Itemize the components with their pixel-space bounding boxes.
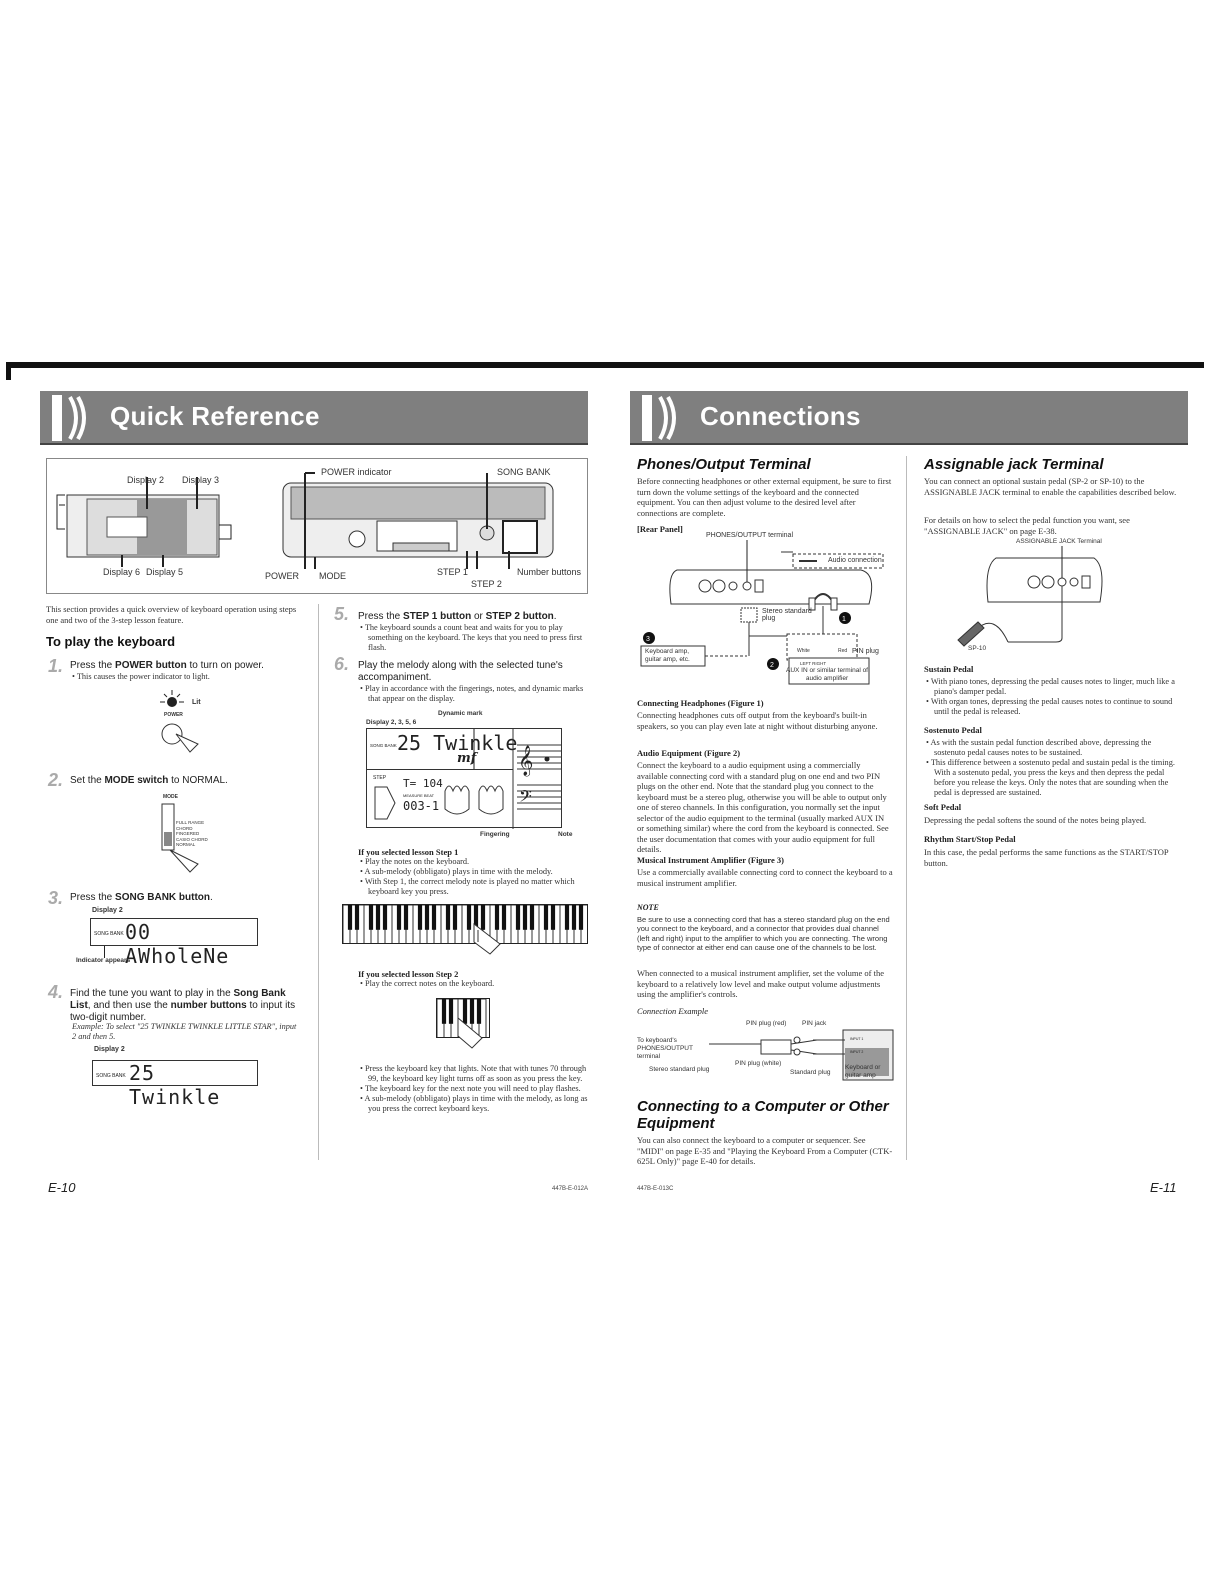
pin-white-label: PIN plug (white) xyxy=(735,1060,782,1067)
step2-label: STEP 2 xyxy=(471,579,502,589)
play-keyboard-heading: To play the keyboard xyxy=(46,634,176,649)
connection-example-heading: Connection Example xyxy=(637,1006,709,1016)
black-key xyxy=(453,905,457,930)
note-heading: NOTE xyxy=(637,903,659,912)
phones-output-text: Before connecting headphones or other external equipment, be sure to first turn down the volume settings of the keyboard and the connected equipment. You can then adjust volume to the desired level after connections are complete. xyxy=(637,476,892,518)
black-key xyxy=(449,999,453,1024)
bullet-item: • With organ tones, depressing the pedal causes notes to continue to sound until the pedal is released. xyxy=(926,697,1173,716)
parenthesis-icon xyxy=(638,393,688,443)
audio-equipment-text: Connect the keyboard to a audio equipment using a commercially available connecting cord with a standard plug on one end and two PIN plugs on the other end. Note that the standard plug you connect to the keyboard must be a stereo plug, otherwise you will be able to output only one of stereo channels. In this configuration, you normally set the input selector of the audio equipment to the terminal (usually marked AUX IN or something similar) where the cord from the keyboard is connected. See the user documentation that comes with your audio equipment for full details. xyxy=(637,760,889,854)
indicator-appears-label: Indicator appears xyxy=(76,957,131,964)
black-key xyxy=(355,905,359,930)
step6-number: 6. xyxy=(334,654,350,674)
figure-number-3: 3 xyxy=(646,636,650,643)
measure-beat-label: MEASURE BEAT xyxy=(403,793,435,798)
power-label: POWER xyxy=(265,571,300,581)
svg-text:𝄢: 𝄢 xyxy=(519,786,532,810)
standard-plug-label: Standard plug xyxy=(790,1069,831,1076)
rhythm-pedal-text: In this case, the pedal performs the same functions as the START/STOP button. xyxy=(924,847,1169,868)
soft-pedal-text: Depressing the pedal softens the sound of the notes being played. xyxy=(924,815,1147,825)
lcd-text: 25 Twinkle xyxy=(397,731,518,755)
step1-number: 1. xyxy=(48,656,64,676)
computer-heading: Connecting to a Computer or Other Equipment xyxy=(637,1098,889,1132)
red-plug-label: Red xyxy=(838,648,848,654)
power-button-figure xyxy=(150,690,210,760)
amp-volume-text: When connected to a musical instrument amplifier, set the volume of the keyboard to a relatively low level and make output volume adjustments using the amplifier's controls. xyxy=(637,968,885,999)
black-key xyxy=(397,905,401,930)
phones-terminal-label: PHONES/OUTPUT terminal xyxy=(706,532,793,539)
step3-display-label: Display 2 xyxy=(92,907,123,914)
soft-pedal-heading: Soft Pedal xyxy=(924,802,962,812)
mode-option: FINGERED xyxy=(176,831,200,836)
keyboard-panel-figure xyxy=(46,458,588,594)
section-title: Connections xyxy=(700,401,861,431)
keyboard-keys xyxy=(343,905,588,944)
black-key xyxy=(579,905,583,930)
bullet-item: • As with the sustain pedal function described above, depressing the sostenuto pedal causes notes to be sustained. xyxy=(926,738,1152,757)
step3-text: Press the SONG BANK button. xyxy=(70,892,213,903)
sustain-heading: Sustain Pedal xyxy=(924,664,974,674)
corner-mark xyxy=(6,362,11,380)
assignable-text-1: You can connect an optional sustain pedal (SP-2 or SP-10) to the ASSIGNABLE JACK terminal to enable the capabilities described below. xyxy=(924,476,1177,497)
left-right-label: LEFT RIGHT xyxy=(800,661,827,666)
aux-in-label: AUX IN or similar terminal of audio amplifier xyxy=(786,667,868,682)
lesson2-bullets xyxy=(360,979,590,989)
display3-label: Display 3 xyxy=(182,475,220,485)
lit-label: Lit xyxy=(192,699,201,706)
black-key xyxy=(425,905,429,930)
keyboard-illustration xyxy=(342,904,588,944)
lesson1-bullets xyxy=(360,857,590,897)
power-small-label: POWER xyxy=(164,712,183,718)
bullet-item: • A sub-melody (obbligato) plays in time with the melody, as long as you press the correct keyboard keys. xyxy=(360,1094,588,1113)
black-key xyxy=(348,905,352,930)
fingering-label: Fingering xyxy=(480,831,510,838)
bullet-item: • Play the notes on the keyboard. xyxy=(360,857,470,866)
step-label: STEP xyxy=(373,775,387,781)
white-plug-label: White xyxy=(797,648,810,654)
assignable-jack-label: ASSIGNABLE JACK Terminal xyxy=(1016,538,1102,545)
black-key xyxy=(516,905,520,930)
bullet-item: • Play the correct notes on the keyboard. xyxy=(360,979,495,988)
lcd-tag: SONG BANK xyxy=(96,1073,126,1079)
step4-text: Find the tune you want to play in the Song Bank List, and then use the number buttons to input its two-digit number. xyxy=(70,988,296,1023)
stereo-standard-plug-label: Stereo standard plug xyxy=(649,1066,710,1073)
page-number-left: E-10 xyxy=(48,1180,76,1195)
stereo-plug-label: Stereo standard plug xyxy=(762,608,812,622)
step2-text: Set the MODE switch to NORMAL. xyxy=(70,775,228,786)
parenthesis-icon xyxy=(48,393,98,443)
pin-plug-label: PIN plug xyxy=(852,648,879,655)
keyboard-guitar-amp-label: Keyboard or guitar amp xyxy=(845,1064,881,1079)
phones-output-heading: Phones/Output Terminal xyxy=(637,456,811,473)
musical-amp-heading: Musical Instrument Amplifier (Figure 3) xyxy=(637,855,785,865)
bullet-item: • The keyboard key for the next note you will need to play flashes. xyxy=(360,1084,581,1093)
step2-number: 2. xyxy=(48,770,64,790)
figure-number-2: 2 xyxy=(770,662,774,669)
hand-pointer-icon xyxy=(470,920,510,960)
lesson2-more-bullets xyxy=(360,1064,590,1114)
bullet-item: • With Step 1, the correct melody note is played no matter which keyboard key you press. xyxy=(360,877,575,896)
song-bank-lcd-2 xyxy=(92,1060,258,1109)
mode-option: NORMAL xyxy=(176,842,196,847)
black-key xyxy=(369,905,373,930)
section-title: Quick Reference xyxy=(110,401,320,431)
rhythm-pedal-heading: Rhythm Start/Stop Pedal xyxy=(924,834,1016,844)
black-key xyxy=(376,905,380,930)
mode-label: MODE xyxy=(319,571,346,581)
mode-option: CASIO CHORD xyxy=(176,836,208,842)
column-divider xyxy=(906,456,907,1160)
sostenuto-heading: Sostenuto Pedal xyxy=(924,725,982,735)
lcd-text: 00 AWholeNe xyxy=(125,920,230,968)
input2-label: INPUT 2 xyxy=(850,1050,864,1054)
connecting-headphones-text: Connecting headphones cuts off output from the keyboard's built-in speakers, so you can play even late at night without disturbing anyone. xyxy=(637,710,878,731)
step6-text: Play the melody along with the selected tune's accompaniment. xyxy=(358,660,563,683)
note-text: Be sure to use a connecting cord that has a stereo standard plug on the end you connect to the keyboard, and a connector that provides dual channel (left and right) input to the amplifier to which you are connecting. The wrong type of connector at either end can cause one of the channels to be lost. xyxy=(637,915,890,952)
note-label: Note xyxy=(558,831,573,838)
audio-connection-label: Audio connection xyxy=(828,557,882,564)
figure-number-1: 1 xyxy=(842,616,846,623)
sostenuto-bullets xyxy=(926,738,1182,798)
input1-label: INPUT 1 xyxy=(850,1037,864,1041)
step1-text: Press the POWER button to turn on power. xyxy=(70,660,264,671)
bullet-item: • This difference between a sostenuto pedal and sustain pedal is the timing. With a sostenuto pedal, you press the keys and then depress the pedal before you release the keys. Only the notes that are sounding when the pedal is depressed are sustained. xyxy=(926,758,1175,797)
step5-number: 5. xyxy=(334,604,350,624)
sp10-label: SP-10 xyxy=(968,645,987,652)
assignable-jack-diagram xyxy=(944,546,1144,656)
lesson1-heading: If you selected lesson Step 1 xyxy=(358,847,459,857)
lcd-text: 25 Twinkle xyxy=(129,1061,221,1109)
pin-red-label: PIN plug (red) xyxy=(746,1020,787,1027)
display6-label: Display 6 xyxy=(103,567,141,577)
display2-label: Display 2 xyxy=(127,475,165,485)
keyboard-amp-label: Keyboard amp, guitar amp, etc. xyxy=(645,648,690,663)
hand-pointer-icon xyxy=(454,1016,488,1056)
svg-text:𝄞: 𝄞 xyxy=(518,746,534,776)
black-key xyxy=(565,905,569,930)
musical-amp-text: Use a commercially available connecting cord to connect the keyboard to a musical instrument amplifier. xyxy=(637,867,893,888)
black-key xyxy=(442,999,446,1024)
computer-text: You can also connect the keyboard to a computer or sequencer. See "MIDI" on page E-35 and "Playing the Keyboard From a Computer (CTK-625L Only)" page E-40 for details. xyxy=(637,1135,893,1166)
mf-dynamic-mark: mf xyxy=(457,751,477,766)
dynamic-mark-label: Dynamic mark xyxy=(438,710,483,717)
rear-panel-label: [Rear Panel] xyxy=(637,524,683,534)
black-key xyxy=(446,905,450,930)
black-key xyxy=(404,905,408,930)
page-number-right: E-11 xyxy=(1150,1180,1177,1195)
doc-code-right: 447B-E-013C xyxy=(637,1186,674,1192)
lcd-tag: SONG BANK xyxy=(94,931,124,937)
connections-header xyxy=(630,391,1188,445)
audio-equipment-heading: Audio Equipment (Figure 2) xyxy=(637,748,741,758)
number-buttons-label: Number buttons xyxy=(517,567,582,577)
step1-label: STEP 1 xyxy=(437,567,468,577)
assignable-text-2: For details on how to select the pedal function you want, see "ASSIGNABLE JACK" on page E-38. xyxy=(924,515,1130,536)
quick-reference-header xyxy=(40,391,588,445)
connecting-headphones-heading: Connecting Headphones (Figure 1) xyxy=(637,698,764,708)
lcd-tag: SONG BANK xyxy=(370,743,397,748)
step4-display-label: Display 2 xyxy=(94,1046,125,1053)
black-key xyxy=(418,905,422,930)
top-rule xyxy=(6,362,1204,368)
mode-options xyxy=(176,820,208,848)
tempo-value: T= 104 xyxy=(403,777,443,790)
mode-option: CHORD xyxy=(176,825,193,831)
assignable-jack-heading: Assignable jack Terminal xyxy=(924,456,1104,473)
pin-jack-label: PIN jack xyxy=(802,1020,827,1027)
lesson-display-art xyxy=(367,729,563,829)
step4-example: Example: To select "25 TWINKLE TWINKLE LITTLE STAR", input 2 and then 5. xyxy=(72,1022,297,1041)
measure-value: 003-1 xyxy=(403,799,440,813)
mode-option: FULL RANGE xyxy=(176,820,205,825)
black-key xyxy=(432,905,436,930)
step5-bullet: • The keyboard sounds a count beat and waits for you to play something on the keyboard. The keys that you need to press first flash. xyxy=(360,623,583,652)
power-indicator-label: POWER indicator xyxy=(321,467,392,477)
display5-label: Display 5 xyxy=(146,567,184,577)
column-divider xyxy=(318,604,319,1160)
intro-text: This section provides a quick overview of keyboard operation using steps one and two of the 3-step lesson feature. xyxy=(46,604,297,625)
sustain-bullets xyxy=(926,677,1182,717)
black-key xyxy=(544,905,548,930)
doc-code-left: 447B-E-012A xyxy=(552,1186,589,1192)
step4-number: 4. xyxy=(48,982,64,1002)
black-key xyxy=(572,905,576,930)
step5-text: Press the STEP 1 button or STEP 2 button. xyxy=(358,611,557,622)
step6-bullet: • Play in accordance with the fingerings, notes, and dynamic marks that appear on the display. xyxy=(360,684,584,703)
black-key xyxy=(383,905,387,930)
bullet-item: • With piano tones, depressing the pedal causes notes to linger, much like a piano's damper pedal. xyxy=(926,677,1175,696)
lesson2-heading: If you selected lesson Step 2 xyxy=(358,969,459,979)
bullet-item: • A sub-melody (obbligato) plays in time with the melody. xyxy=(360,867,553,876)
song-bank-label: SONG BANK xyxy=(497,467,551,477)
to-keyboard-label: To keyboard's PHONES/OUTPUT terminal xyxy=(637,1037,693,1060)
mode-switch-label: MODE xyxy=(163,794,178,800)
black-key xyxy=(523,905,527,930)
step3-number: 3. xyxy=(48,888,64,908)
bullet-item: • Press the keyboard key that lights. Note that with tunes 70 through 99, the keyboard key light turns off as soon as you press the key. xyxy=(360,1064,587,1083)
lesson-display-figure xyxy=(366,728,562,828)
display-list-label: Display 2, 3, 5, 6 xyxy=(366,719,417,726)
step1-bullet: • This causes the power indicator to light. xyxy=(72,672,210,681)
black-key xyxy=(551,905,555,930)
black-key xyxy=(530,905,534,930)
